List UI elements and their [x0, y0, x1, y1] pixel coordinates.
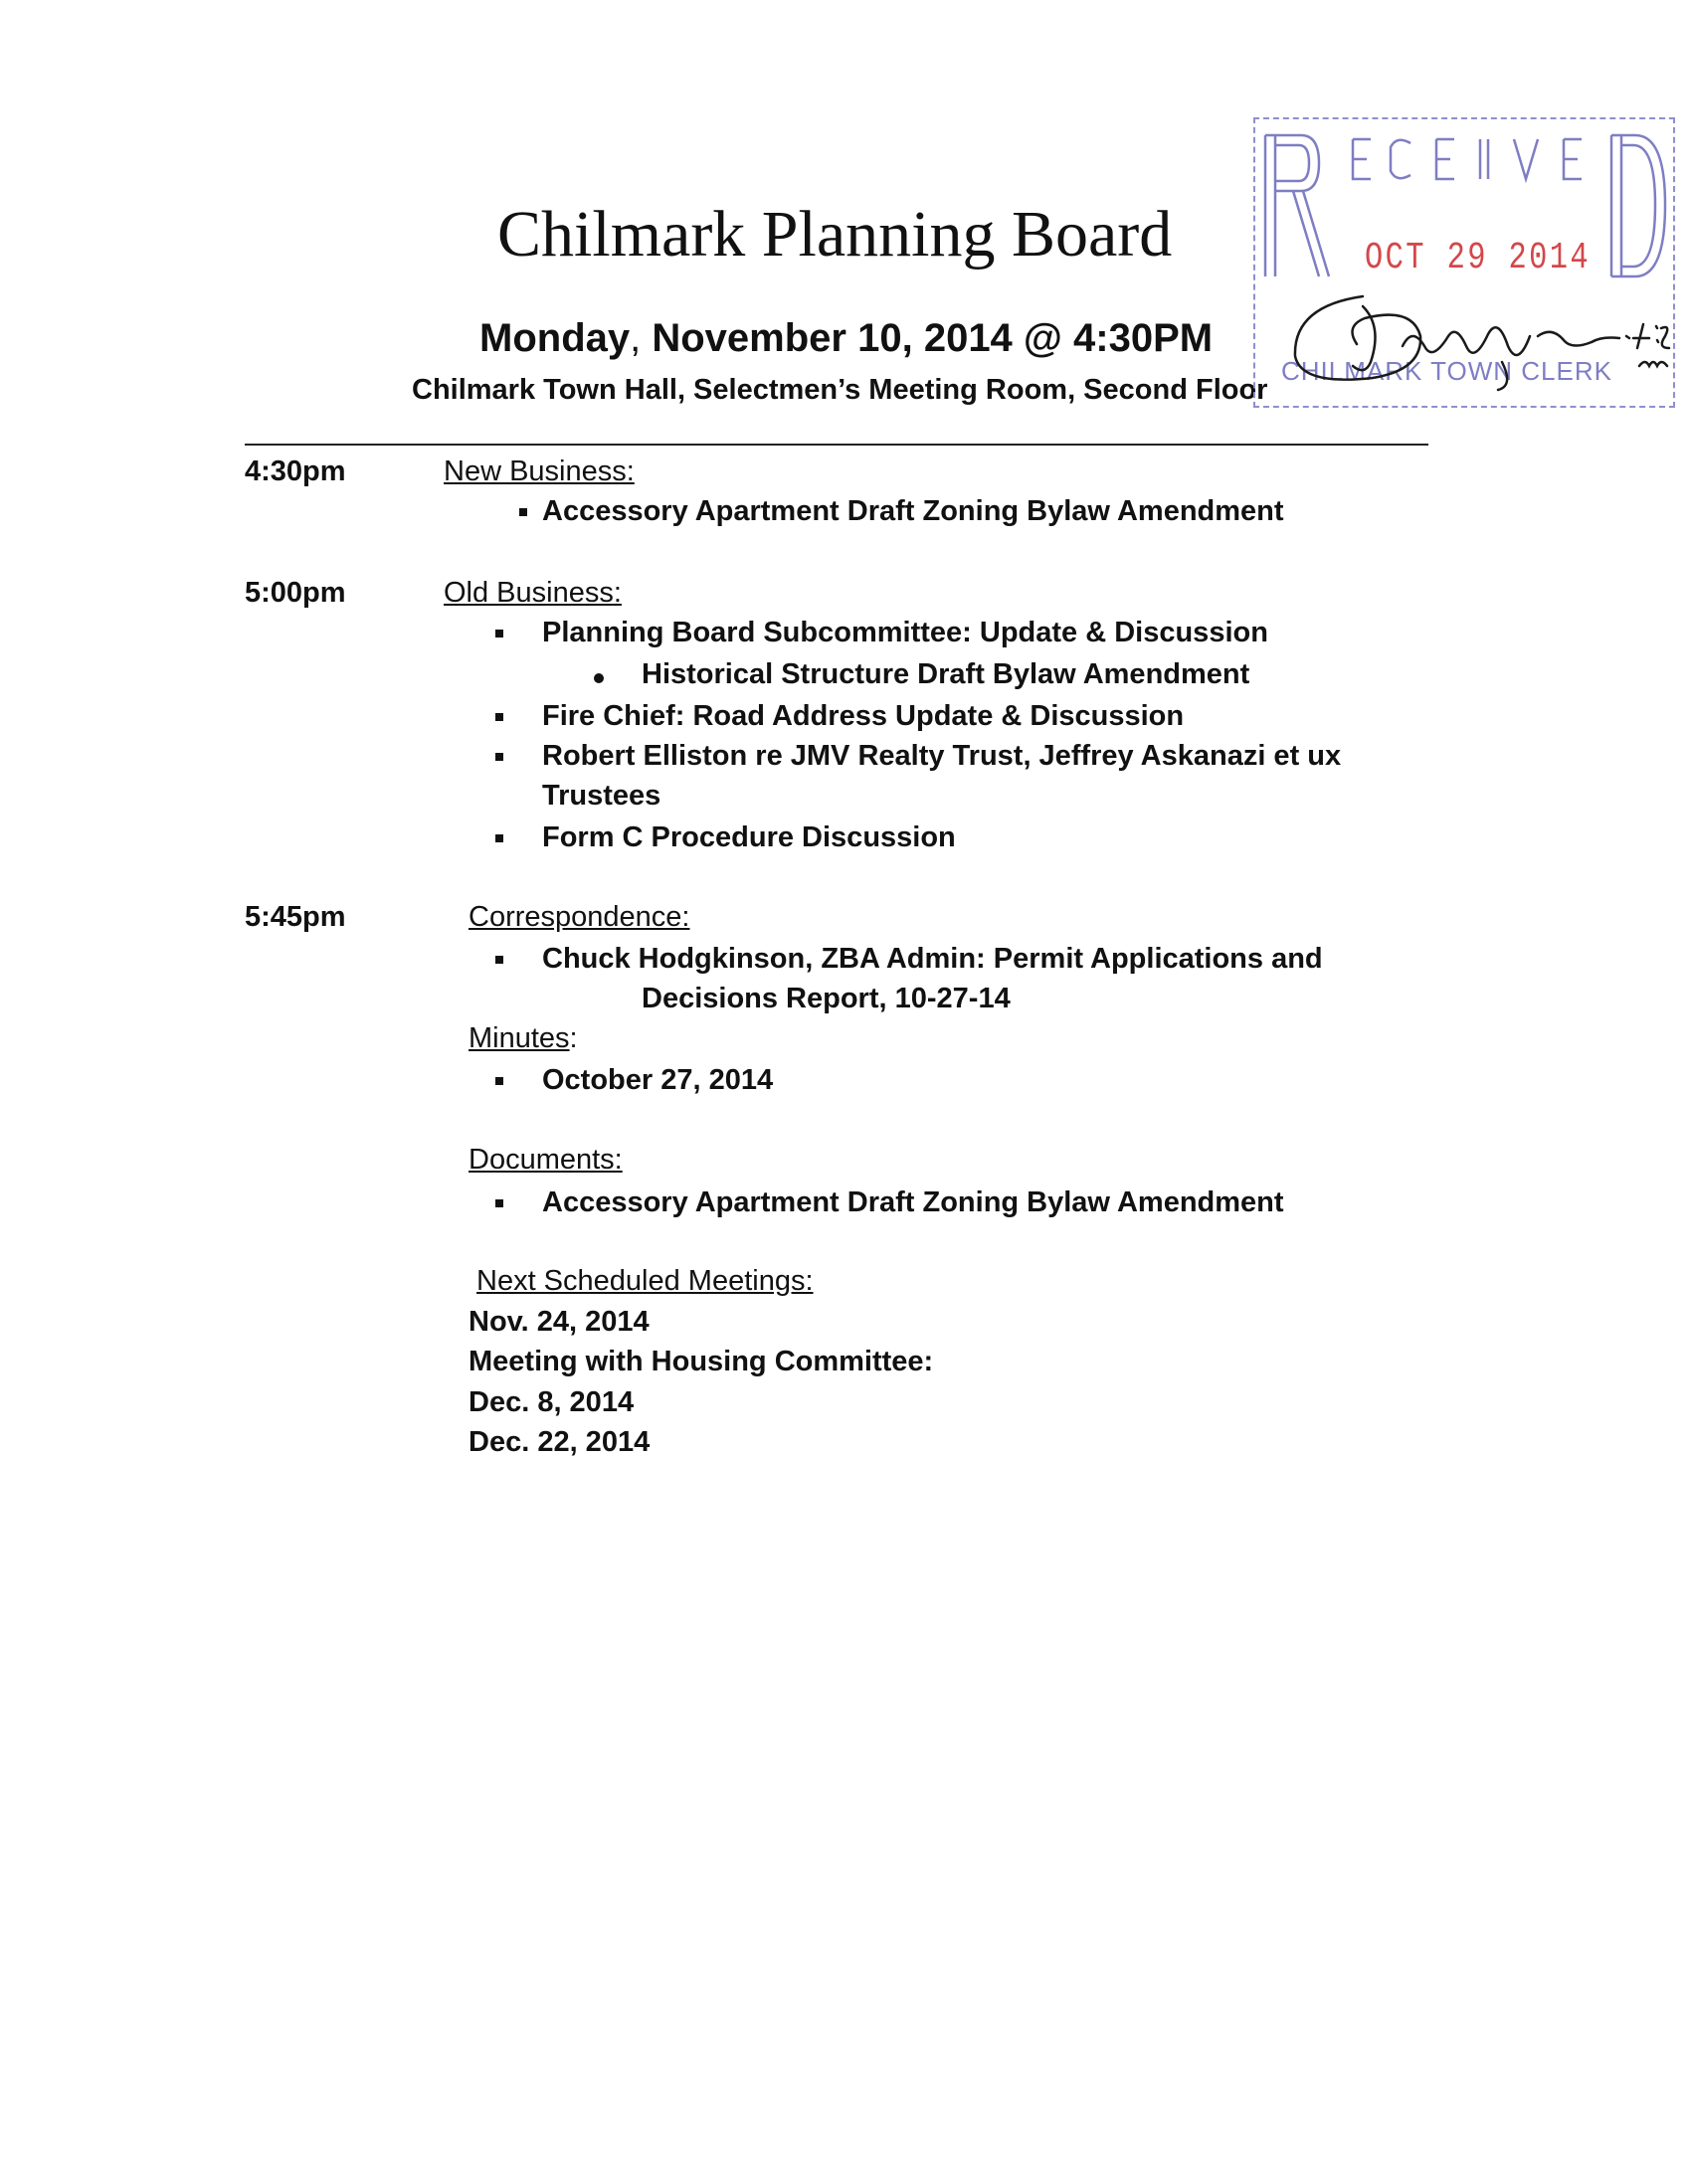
section-heading-next-meetings: Next Scheduled Meetings:	[476, 1265, 814, 1297]
bullet-square	[495, 630, 503, 637]
next-meeting-line: Dec. 8, 2014	[469, 1386, 635, 1418]
clerk-signature	[1253, 267, 1675, 406]
stamp-date: OCT 29 2014	[1365, 237, 1592, 279]
section-heading-minutes	[469, 1022, 578, 1055]
bullet-square	[495, 1077, 503, 1085]
stamp-office: CHILMARK TOWN CLERK	[1281, 356, 1612, 386]
minutes-heading-colon: :	[569, 1022, 578, 1054]
meeting-date-day: Monday	[479, 316, 631, 360]
agenda-item: Chuck Hodgkinson, ZBA Admin: Permit Applications and	[542, 943, 1323, 975]
next-meeting-line: Meeting with Housing Committee:	[469, 1346, 934, 1377]
section-heading-new-business: New Business:	[444, 455, 635, 487]
documents-item: Accessory Apartment Draft Zoning Bylaw Amendment	[542, 1186, 1284, 1218]
agenda-item: Form C Procedure Discussion	[542, 821, 956, 853]
minutes-item: October 27, 2014	[542, 1064, 774, 1096]
bullet-round	[594, 673, 604, 683]
next-meeting-line: Dec. 22, 2014	[469, 1426, 651, 1458]
agenda-item-continued: Trustees	[542, 780, 661, 812]
agenda-item: Planning Board Subcommittee: Update & Discussion	[542, 617, 1268, 648]
agenda-time: 5:00pm	[245, 577, 346, 609]
bullet-square	[495, 713, 503, 721]
page-title: Chilmark Planning Board	[497, 198, 1173, 271]
section-heading-correspondence: Correspondence:	[469, 901, 690, 933]
meeting-date-rest: November 10, 2014 @ 4:30PM	[641, 316, 1214, 360]
agenda-subitem: Historical Structure Draft Bylaw Amendment	[642, 658, 1250, 690]
bullet-square	[495, 956, 503, 964]
agenda-time: 5:45pm	[245, 901, 346, 933]
agenda-time: 4:30pm	[245, 455, 346, 487]
bullet-square	[519, 508, 527, 516]
section-heading-old-business: Old Business:	[444, 577, 622, 609]
agenda-item: Fire Chief: Road Address Update & Discussion	[542, 700, 1185, 732]
bullet-square	[495, 834, 503, 842]
bullet-square	[495, 753, 503, 761]
minutes-heading-text: Minutes	[469, 1022, 570, 1054]
agenda-item: Accessory Apartment Draft Zoning Bylaw Amendment	[542, 495, 1284, 527]
agenda-item-continued: Decisions Report, 10-27-14	[642, 983, 1011, 1014]
bullet-square	[495, 1199, 503, 1207]
meeting-date-sep: ,	[630, 316, 642, 360]
meeting-location: Chilmark Town Hall, Selectmen’s Meeting Room, Second Floor	[412, 374, 1268, 406]
agenda-item: Robert Elliston re JMV Realty Trust, Jeffrey Askanazi et ux	[542, 740, 1342, 772]
meeting-date	[479, 316, 1213, 361]
header-divider	[245, 444, 1428, 446]
received-stamp	[1253, 117, 1675, 408]
next-meeting-line: Nov. 24, 2014	[469, 1306, 650, 1338]
section-heading-documents: Documents:	[469, 1144, 623, 1176]
